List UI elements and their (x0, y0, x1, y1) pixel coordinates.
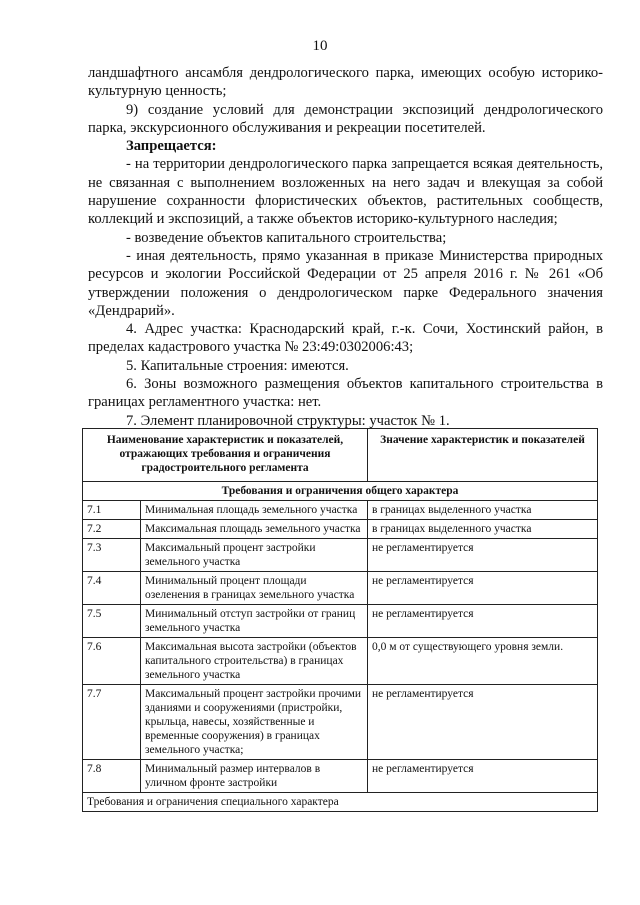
table-row (83, 520, 598, 539)
prohibited-heading: Запрещается: (126, 138, 217, 155)
row-number: 7.1 (83, 501, 141, 520)
row-value: не регламентируется (368, 539, 598, 572)
row-number: 7.4 (83, 572, 141, 605)
row-number: 7.3 (83, 539, 141, 572)
row-value: не регламентируется (368, 605, 598, 638)
paragraph: 6. Зоны возможного размещения объектов капитального строительства в границах регламентного участка: нет. (88, 376, 603, 411)
row-value: не регламентируется (368, 760, 598, 793)
row-number: 7.7 (83, 685, 141, 760)
paragraph: 7. Элемент планировочной структуры: участок № 1. (126, 412, 450, 429)
header-characteristics: Наименование характеристик и показателей, отражающих требования и ограничения градостроительного регламента (83, 429, 368, 482)
page-number: 10 (312, 38, 328, 54)
table-header-row (83, 429, 598, 482)
row-name: Максимальный процент застройки земельного участка (141, 539, 368, 572)
paragraph: 4. Адрес участка: Краснодарский край, г.-к. Сочи, Хостинский район, в пределах кадастрового участка № 23:49:0302006:43; (88, 321, 603, 356)
row-name: Максимальная площадь земельного участка (141, 520, 368, 539)
row-value: в границах выделенного участка (368, 501, 598, 520)
row-value: не регламентируется (368, 685, 598, 760)
paragraph: 9) создание условий для демонстрации экспозиций дендрологического парка, экскурсионного обслуживания и рекреации посетителей. (88, 101, 603, 136)
row-name: Минимальный размер интервалов в уличном фронте застройки (141, 760, 368, 793)
paragraph: 5. Капитальные строения: имеются. (126, 357, 349, 374)
table-row (83, 501, 598, 520)
row-number: 7.6 (83, 638, 141, 685)
row-value: не регламентируется (368, 572, 598, 605)
row-name: Минимальная площадь земельного участка (141, 501, 368, 520)
section-special-title: Требования и ограничения специального характера (83, 793, 598, 812)
table-row (83, 760, 598, 793)
table-row (83, 605, 598, 638)
paragraph: - на территории дендрологического парка запрещается всякая деятельность, не связанная с выполнением возложенных на него задач и влекущая за собой нарушение сохранности флористических объектов, растительных сообществ, коллекций и экспозиций, а также объектов историко-культурного наследия; (88, 156, 603, 228)
row-name: Минимальный процент площади озеленения в границах земельного участка (141, 572, 368, 605)
header-values: Значение характеристик и показателей (368, 429, 598, 482)
paragraph: - возведение объектов капитального строительства; (126, 229, 447, 246)
section-row (83, 482, 598, 501)
row-number: 7.8 (83, 760, 141, 793)
row-name: Максимальная высота застройки (объектов капитального строительства) в границах земельного участка (141, 638, 368, 685)
table-row (83, 685, 598, 760)
row-name: Максимальный процент застройки прочими зданиями и сооружениями (пристройки, крыльца, навесы, хозяйственные и временные сооружения) в границах земельного участка; (141, 685, 368, 760)
row-number: 7.5 (83, 605, 141, 638)
table-row (83, 539, 598, 572)
row-name: Минимальный отступ застройки от границ земельного участка (141, 605, 368, 638)
table-row (83, 638, 598, 685)
paragraph: ландшафтного ансамбля дендрологического парка, имеющих особую историко-культурную ценность; (88, 65, 603, 100)
row-value: 0,0 м от существующего уровня земли. (368, 638, 598, 685)
row-value: в границах выделенного участка (368, 520, 598, 539)
document-body (88, 64, 603, 430)
section-row (83, 793, 598, 812)
paragraph: - иная деятельность, прямо указанная в приказе Министерства природных ресурсов и экологии Российской Федерации от 25 апреля 2016 г. № 261 «Об утверждении положения о дендрологическом парке Федерального значения «Дендрарий». (88, 247, 603, 319)
row-number: 7.2 (83, 520, 141, 539)
section-general-title: Требования и ограничения общего характера (83, 482, 598, 501)
regulations-table (82, 428, 598, 812)
table-row (83, 572, 598, 605)
